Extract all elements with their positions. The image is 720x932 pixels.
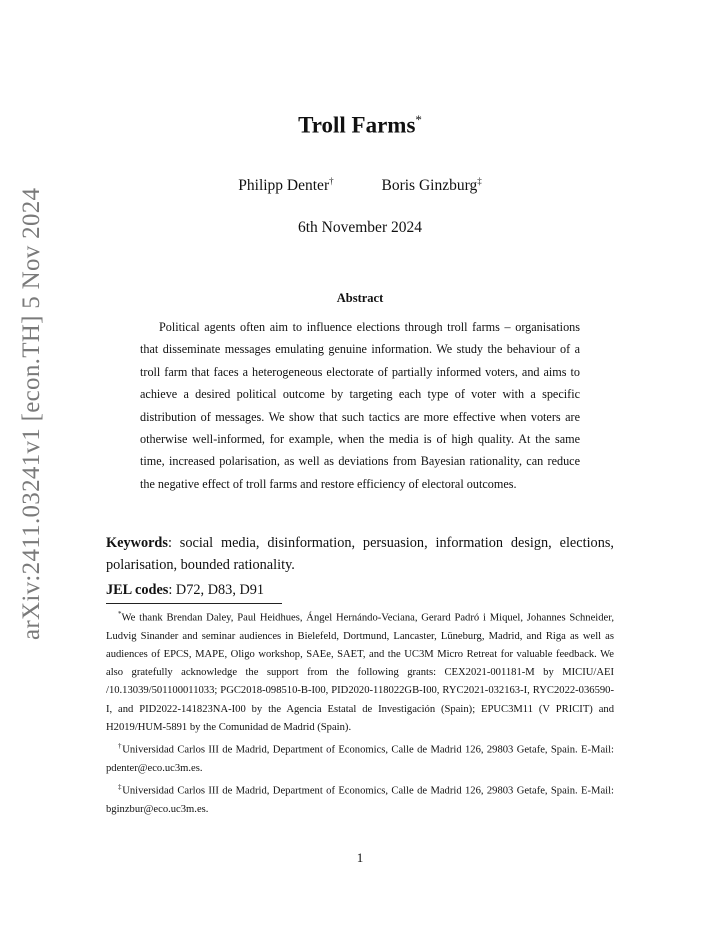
keywords-label: Keywords: [106, 535, 168, 551]
publication-date: 6th November 2024: [298, 219, 422, 236]
paper-title: [0, 112, 720, 139]
footnote-mark: *: [118, 610, 122, 618]
jel-codes-line: [106, 579, 264, 601]
author-footnote-mark: ‡: [477, 176, 482, 186]
footnote-author-2-affiliation: [106, 778, 614, 819]
footnote-mark: ‡: [118, 782, 123, 791]
author-name: Philipp Denter: [238, 177, 330, 195]
footnote-text: Universidad Carlos III de Madrid, Department of Economics, Calle de Madrid 126, 29803 Getafe, Spain. E-Mail: bginzbur@eco.uc3m.es.: [106, 785, 614, 815]
abstract-body: Political agents often aim to influence elections through troll farms – organisations that disseminate messages emulating genuine information. We study the behaviour of a troll farm that faces a heterogeneous electorate of partially informed voters, and aims to achieve a desired political outcome by targeting each type of voter with a specific distribution of messages. We show that such tactics are more effective when voters are otherwise well-informed, for example, when the media is of high quality. At the same time, increased polarisation, as well as deviations from Bayesian rationality, can reduce the negative effect of troll farms and restore efficiency of electoral outcomes.: [140, 320, 580, 491]
footnote-acknowledgements: [106, 605, 614, 737]
footnote-mark: †: [118, 741, 123, 750]
arxiv-identifier: arXiv:2411.03241v1 [econ.TH] 5 Nov 2024: [18, 187, 45, 640]
author-2: [381, 176, 481, 195]
keywords-line: [106, 532, 614, 576]
footnote-author-1-affiliation: [106, 737, 614, 778]
keywords-text: : social media, disinformation, persuasion, information design, elections, polarisation, bounded rationality.: [106, 535, 614, 573]
footnote-divider: [106, 603, 282, 604]
jel-label: JEL codes: [106, 582, 169, 598]
title-text: Troll Farms: [298, 112, 416, 138]
author-1: [238, 176, 333, 195]
footnotes: [106, 605, 614, 819]
footnote-text: We thank Brendan Daley, Paul Heidhues, Ángel Hernándo-Veciana, Gerard Padró i Miquel, Johannes Schneider, Ludvig Sinander and seminar audiences in Bielefeld, Dortmund, Lancaster, Lüneburg, Madrid, and Riga as well as audiences of EPCS, MAPE, Oligo workshop, SAEe, SAET, and the UC3M Micro Retreat for valuable feedback. We also gratefully acknowledge the support from the following grants: CEX2021-001181-M by MICIU/AEI /10.13039/501100011033; PGC2018-098510-B-I00, PID2020-118022GB-I00, RYC2021-032163-I, RYC2022-036590-I, and PID2022-141823NA-I00 by the Agencia Estatal de Investigación (Spain); EPUC3M11 (V PRICIT) and H2019/HUM-5891 by the Comunidad de Madrid (Spain).: [106, 612, 614, 733]
abstract-heading: Abstract: [336, 291, 384, 305]
author-list: [0, 176, 720, 195]
author-name: Boris Ginzburg: [381, 177, 478, 195]
title-footnote-mark: *: [415, 112, 422, 127]
page-number: 1: [356, 850, 364, 865]
author-footnote-mark: †: [329, 176, 334, 186]
jel-text: : D72, D83, D91: [168, 582, 265, 598]
footnote-text: Universidad Carlos III de Madrid, Department of Economics, Calle de Madrid 126, 29803 Getafe, Spain. E-Mail: pdenter@eco.uc3m.es.: [106, 744, 614, 774]
